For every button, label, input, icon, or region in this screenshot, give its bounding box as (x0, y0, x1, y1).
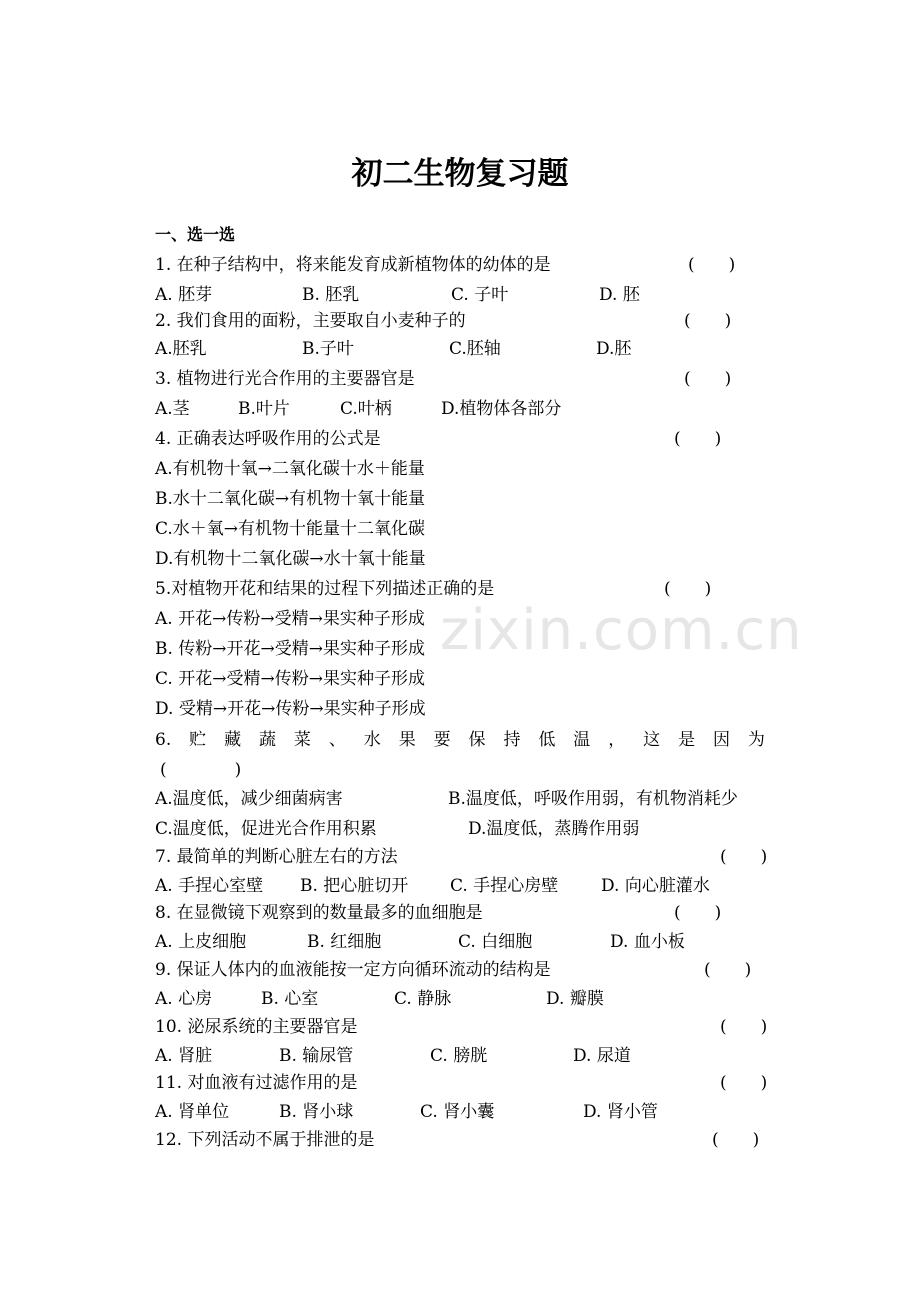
question-2-stem: 2. 我们食用的面粉，主要取自小麦种子的 (155, 311, 466, 331)
question-4-answer-blank: ( ) (674, 429, 722, 449)
question-1-option-c: C. 子叶 (451, 285, 509, 305)
watermark: zixin.com.cn (440, 598, 803, 663)
question-1-option-b: B. 胚乳 (302, 285, 360, 305)
question-1-option-d: D. 胚 (599, 285, 640, 305)
question-11-answer-blank: ( ) (720, 1073, 768, 1093)
question-4-option-a: A.有机物十氧→二氧化碳十水＋能量 (155, 459, 425, 479)
question-11-option-c: C. 肾小囊 (420, 1102, 495, 1122)
question-5-option-c: C. 开花→受精→传粉→果实种子形成 (155, 669, 425, 689)
question-4-option-c: C.水＋氧→有机物十能量十二氧化碳 (155, 519, 426, 539)
q6-char: 果 (398, 730, 416, 750)
page-title: 初二生物复习题 (351, 156, 569, 192)
question-9-option-d: D. 瓣膜 (546, 989, 604, 1009)
question-10-option-d: D. 尿道 (573, 1046, 631, 1066)
question-7-answer-blank: ( ) (720, 847, 768, 867)
q6-char: 蔬 (259, 730, 276, 750)
question-7-option-d: D. 向心脏灌水 (601, 876, 710, 896)
question-1-stem: 1. 在种子结构中，将来能发育成新植物体的幼体的是 (155, 255, 551, 275)
q6-char: 持 (503, 730, 521, 750)
question-4-stem: 4. 正确表达呼吸作用的公式是 (155, 429, 381, 449)
q6-char: 因 (712, 730, 730, 750)
question-10-option-c: C. 膀胱 (430, 1046, 488, 1066)
q6-char: 保 (468, 730, 486, 750)
question-7-option-c: C. 手捏心房壁 (450, 876, 559, 896)
question-2-option-b: B.子叶 (302, 339, 354, 359)
question-1-option-a: A. 胚芽 (155, 285, 213, 305)
q6-char: 温 (573, 730, 591, 750)
question-6-option-d: D.温度低，蒸腾作用弱 (468, 819, 640, 839)
question-10-answer-blank: ( ) (720, 1017, 768, 1037)
q6-char: 菜 (293, 730, 311, 750)
q6-char: 6. (155, 730, 172, 750)
question-3-option-d: D.植物体各部分 (441, 399, 562, 419)
question-2-option-d: D.胚 (596, 339, 632, 359)
q6-char: 贮 (189, 730, 207, 750)
question-8-option-b: B. 红细胞 (307, 932, 382, 952)
question-9-option-c: C. 静脉 (394, 989, 452, 1009)
question-2-answer-blank: ( ) (684, 311, 732, 331)
question-11-option-b: B. 肾小球 (279, 1102, 354, 1122)
question-6-stem (155, 729, 765, 751)
section-heading: 一、选一选 (155, 225, 236, 244)
q6-char: 水 (363, 730, 381, 750)
question-4-option-b: B.水十二氧化碳→有机物十氧十能量 (155, 489, 426, 509)
question-12-answer-blank: ( ) (712, 1130, 760, 1150)
question-8-option-a: A. 上皮细胞 (155, 932, 247, 952)
question-8-option-c: C. 白细胞 (458, 932, 533, 952)
question-5-stem: 5.对植物开花和结果的过程下列描述正确的是 (155, 579, 495, 599)
question-12-stem: 12. 下列活动不属于排泄的是 (155, 1130, 375, 1150)
question-6-option-b: B.温度低，呼吸作用弱，有机物消耗少 (448, 789, 738, 809)
q6-char: 藏 (224, 730, 242, 750)
question-11-stem: 11. 对血液有过滤作用的是 (155, 1073, 358, 1093)
question-9-option-a: A. 心房 (155, 989, 213, 1009)
question-9-option-b: B. 心室 (261, 989, 319, 1009)
question-5-option-a: A. 开花→传粉→受精→果实种子形成 (155, 609, 425, 629)
question-3-stem: 3. 植物进行光合作用的主要器官是 (155, 369, 415, 389)
q6-char: 是 (678, 730, 696, 750)
question-7-option-a: A. 手捏心室壁 (155, 876, 264, 896)
question-3-answer-blank: ( ) (684, 369, 732, 389)
question-6-answer-blank: ( ) (160, 760, 242, 780)
question-3-option-a: A.茎 (155, 399, 190, 419)
question-8-option-d: D. 血小板 (610, 932, 685, 952)
question-9-answer-blank: ( ) (704, 960, 752, 980)
question-7-stem: 7. 最简单的判断心脏左右的方法 (155, 847, 398, 867)
question-10-option-a: A. 肾脏 (155, 1046, 213, 1066)
question-6-option-a: A.温度低，减少细菌病害 (155, 789, 343, 809)
question-10-option-b: B. 输尿管 (279, 1046, 354, 1066)
question-8-answer-blank: ( ) (674, 903, 722, 923)
question-3-option-b: B.叶片 (238, 399, 290, 419)
q6-char: 、 (328, 730, 346, 750)
question-8-stem: 8. 在显微镜下观察到的数量最多的血细胞是 (155, 903, 483, 923)
question-5-answer-blank: ( ) (664, 579, 712, 599)
q6-char: 为 (747, 730, 765, 750)
q6-char: 这 (643, 730, 661, 750)
q6-char: ， (608, 730, 626, 750)
question-7-option-b: B. 把心脏切开 (300, 876, 409, 896)
question-5-option-d: D. 受精→开花→传粉→果实种子形成 (155, 699, 426, 719)
q6-char: 低 (538, 730, 556, 750)
question-2-option-c: C.胚轴 (449, 339, 501, 359)
question-11-option-d: D. 肾小管 (583, 1102, 658, 1122)
question-9-stem: 9. 保证人体内的血液能按一定方向循环流动的结构是 (155, 960, 551, 980)
question-11-option-a: A. 肾单位 (155, 1102, 230, 1122)
question-4-option-d: D.有机物十二氧化碳→水十氧十能量 (155, 549, 426, 569)
question-6-option-c: C.温度低，促进光合作用积累 (155, 819, 377, 839)
question-3-option-c: C.叶柄 (340, 399, 392, 419)
question-2-option-a: A.胚乳 (155, 339, 207, 359)
q6-char: 要 (433, 730, 451, 750)
question-1-answer-blank: ( ) (688, 255, 736, 275)
question-10-stem: 10. 泌尿系统的主要器官是 (155, 1017, 358, 1037)
question-5-option-b: B. 传粉→开花→受精→果实种子形成 (155, 639, 426, 659)
